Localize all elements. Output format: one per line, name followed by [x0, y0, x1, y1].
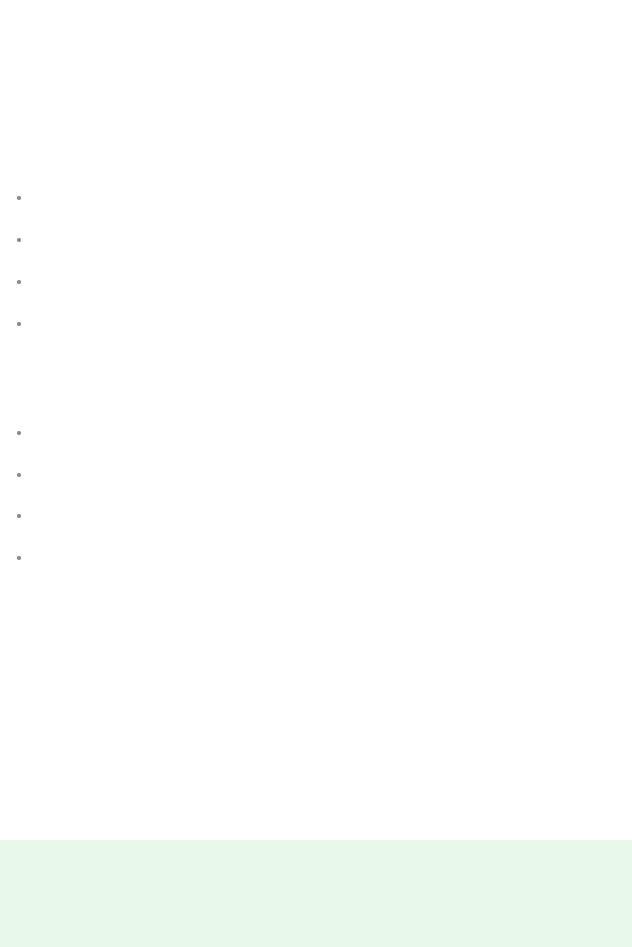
bullet-icon	[17, 431, 21, 435]
bullet-icon	[17, 556, 21, 560]
bullet-icon	[17, 280, 21, 284]
bullet-icon	[17, 514, 21, 518]
bullet-icon	[17, 238, 21, 242]
bullet-icon	[17, 322, 21, 326]
answer-box	[0, 840, 632, 947]
bullet-icon	[17, 473, 21, 477]
bullet-icon	[17, 196, 21, 200]
